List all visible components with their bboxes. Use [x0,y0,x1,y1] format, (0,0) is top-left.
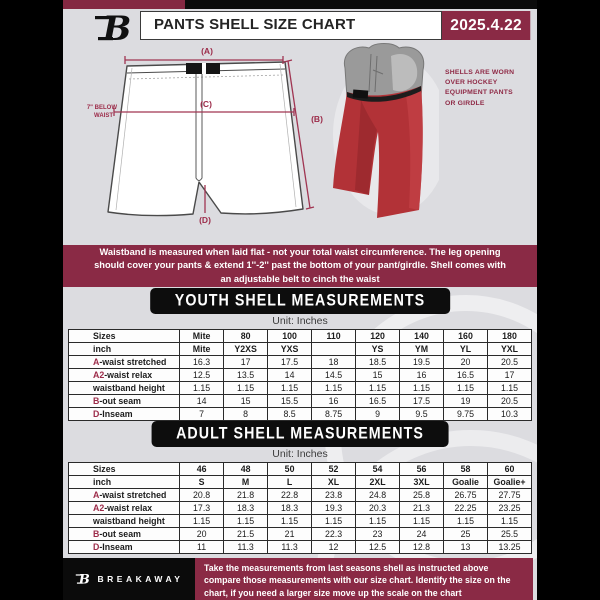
table-cell: 25.8 [400,489,444,502]
adult-measurements-table [68,462,532,554]
table-cell: 15 [224,395,268,408]
table-row [69,502,532,515]
footer-note: Take the measurements from last seasons shell as instructed above compare those measurements with our size chart. Identify the size on the chart, if you need a larger size move up the scale on the chart [195,558,533,600]
footer [63,558,537,600]
table-cell: 12 [312,541,356,554]
shell-photo [331,40,439,236]
table-cell: 12.5 [356,541,400,554]
table-cell: B-out seam [69,395,180,408]
table-cell: A-waist stretched [69,489,180,502]
table-cell: 19.3 [312,502,356,515]
table-cell: 52 [312,463,356,476]
table-row [69,382,532,395]
table-cell: D-Inseam [69,408,180,421]
table-cell: 1.15 [356,515,400,528]
table-cell: 1.15 [312,382,356,395]
table-cell: 80 [224,330,268,343]
table-cell: 9 [356,408,400,421]
table-cell: Goalie [444,476,488,489]
table-cell: 7 [180,408,224,421]
table-cell: Goalie+ [488,476,532,489]
table-cell: 16.5 [356,395,400,408]
table-cell: 1.15 [488,515,532,528]
svg-text:B: B [102,10,132,46]
table-cell: 58 [444,463,488,476]
adult-section-title-text: ADULT SHELL MEASUREMENTS [176,424,424,443]
table-cell: 1.15 [180,515,224,528]
table-cell: 16.3 [180,356,224,369]
table-cell: 16 [400,369,444,382]
top-strip-maroon [63,0,185,9]
table-cell: 1.15 [268,515,312,528]
table-cell: 13 [444,541,488,554]
table-cell: Sizes [69,330,180,343]
breakaway-logo [93,10,137,46]
youth-unit-label: Unit: Inches [272,315,328,327]
table-cell: Mite [180,330,224,343]
table-cell: Sizes [69,463,180,476]
table-cell: 19 [444,395,488,408]
table-cell: 15 [356,369,400,382]
table-cell: A-waist stretched [69,356,180,369]
table-cell: 20 [180,528,224,541]
header [63,9,537,46]
table-cell: inch [69,476,180,489]
table-cell: YM [400,343,444,356]
table-cell: 18.3 [268,502,312,515]
table-cell: waistband height [69,515,180,528]
pants-line-drawing [85,46,333,231]
table-row [69,395,532,408]
table-cell: 9.5 [400,408,444,421]
top-strip [63,0,537,9]
adult-unit-label: Unit: Inches [272,448,328,460]
table-row [69,463,532,476]
table-cell: inch [69,343,180,356]
table-cell: 3XL [400,476,444,489]
table-cell: 18.5 [356,356,400,369]
table-cell: Y2XS [224,343,268,356]
table-row [69,476,532,489]
table-row [69,330,532,343]
table-cell: 1.15 [444,515,488,528]
table-cell: 18 [312,356,356,369]
table-cell: 17.3 [180,502,224,515]
page-title: PANTS SHELL SIZE CHART [140,11,442,40]
table-row [69,528,532,541]
dim-label-d: (D) [199,215,211,225]
svg-text:B: B [78,572,90,588]
table-cell: 160 [444,330,488,343]
table-cell: 1.15 [312,515,356,528]
table-cell: 8.75 [312,408,356,421]
table-cell: 18.3 [224,502,268,515]
table-cell: 21.3 [400,502,444,515]
table-cell: 20.5 [488,356,532,369]
table-cell: 26.75 [444,489,488,502]
dim-label-b: (B) [311,114,323,124]
table-cell: 14 [268,369,312,382]
table-cell: 1.15 [400,382,444,395]
table-row [69,408,532,421]
measurement-diagram [63,46,537,245]
table-cell: 11.3 [224,541,268,554]
table-cell: 8 [224,408,268,421]
table-cell: 16 [312,395,356,408]
table-cell: 24 [400,528,444,541]
table-cell: 1.15 [268,382,312,395]
table-cell: 17.5 [400,395,444,408]
table-cell: 8.5 [268,408,312,421]
table-cell: 22.25 [444,502,488,515]
table-cell: 22.8 [268,489,312,502]
table-cell: 24.8 [356,489,400,502]
table-cell: 20.3 [356,502,400,515]
table-cell: 20.8 [180,489,224,502]
table-cell: 22.3 [312,528,356,541]
table-cell: D-Inseam [69,541,180,554]
waist-note-line1: 7" BELOW [86,105,117,111]
dim-label-a: (A) [201,46,213,56]
youth-section-title [150,288,450,314]
table-cell: 1.15 [356,382,400,395]
table-row [69,541,532,554]
table-cell: YS [356,343,400,356]
table-cell: 17.5 [268,356,312,369]
table-cell: 1.15 [180,382,224,395]
table-cell: S [180,476,224,489]
youth-measurements-table [68,329,532,421]
brand-box [63,558,195,600]
table-cell: 17 [224,356,268,369]
table-cell: 1.15 [224,515,268,528]
table-cell: 23.25 [488,502,532,515]
table-cell: 1.15 [400,515,444,528]
table-cell: 110 [312,330,356,343]
table-cell: 1.15 [444,382,488,395]
table-row [69,515,532,528]
top-strip-black [185,0,537,9]
size-chart-flyer [63,0,537,600]
table-cell: 10.3 [488,408,532,421]
table-cell: 20 [444,356,488,369]
breakaway-logo-small [75,568,92,590]
table-cell: 100 [268,330,312,343]
waistband-note-text: Waistband is measured when laid flat - not your total waist circumference. The leg opening should cover your pants & extend 1''-2'' past the bottom of your pant/girdle. Shell comes with an adjustable belt to cinch the waist [94,246,506,284]
table-cell: 21.5 [224,528,268,541]
table-cell: 54 [356,463,400,476]
table-row [69,356,532,369]
table-cell: YXL [488,343,532,356]
table-cell: 56 [400,463,444,476]
waistband-note-banner [63,245,537,287]
table-cell: 60 [488,463,532,476]
table-cell: 25.5 [488,528,532,541]
table-cell: 14 [180,395,224,408]
table-cell: 1.15 [488,382,532,395]
dim-label-c: (C) [200,99,212,109]
table-cell: 13.25 [488,541,532,554]
table-cell: YL [444,343,488,356]
table-row [69,343,532,356]
table-cell: 15.5 [268,395,312,408]
table-cell: 23.8 [312,489,356,502]
table-cell: 27.75 [488,489,532,502]
youth-section-title-text: YOUTH SHELL MEASUREMENTS [174,291,426,310]
shell-note: SHELLS ARE WORN OVER HOCKEY EQUIPMENT PANTS OR GIRDLE [445,69,515,107]
table-row [69,369,532,382]
table-cell: 11 [180,541,224,554]
table-cell: A2-waist relax [69,369,180,382]
table-cell: 2XL [356,476,400,489]
table-cell: 180 [488,330,532,343]
table-cell: 12.5 [180,369,224,382]
table-cell: 17 [488,369,532,382]
table-cell: M [224,476,268,489]
table-cell: 21 [268,528,312,541]
waist-note-line2: WAIST [94,113,113,119]
table-cell: 25 [444,528,488,541]
table-cell: 12.8 [400,541,444,554]
table-cell: 50 [268,463,312,476]
table-cell: L [268,476,312,489]
adult-section-title [152,421,449,447]
table-cell: 120 [356,330,400,343]
date-badge: 2025.4.22 [442,11,530,40]
table-cell: 23 [356,528,400,541]
table-cell: 21.8 [224,489,268,502]
table-cell: 1.15 [224,382,268,395]
table-cell: XL [312,476,356,489]
table-cell: 19.5 [400,356,444,369]
table-cell: B-out seam [69,528,180,541]
table-cell: YXS [268,343,312,356]
table-cell: 140 [400,330,444,343]
table-cell: 20.5 [488,395,532,408]
table-cell: 14.5 [312,369,356,382]
table-cell: Mite [180,343,224,356]
table-cell: 9.75 [444,408,488,421]
table-cell: 46 [180,463,224,476]
table-cell: 11.3 [268,541,312,554]
table-cell: waistband height [69,382,180,395]
table-cell: 13.5 [224,369,268,382]
table-row [69,489,532,502]
table-cell: 48 [224,463,268,476]
table-cell: A2-waist relax [69,502,180,515]
table-cell: 16.5 [444,369,488,382]
brand-name: BREAKAWAY [97,574,184,584]
table-cell [312,343,356,356]
